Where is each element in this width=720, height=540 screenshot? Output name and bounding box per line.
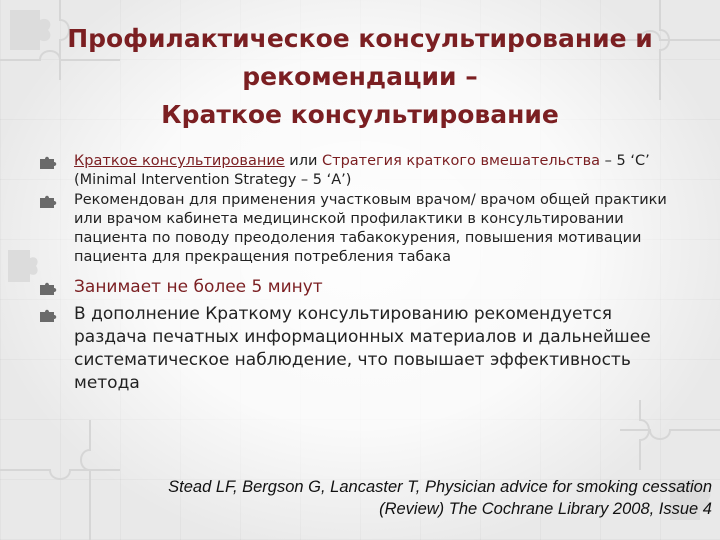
title-line-1: Профилактическое консультирование и [67, 24, 653, 53]
bullet-text: Занимает не более 5 минут [74, 277, 323, 297]
bullet-item [30, 276, 690, 299]
bullet-connector: или [284, 153, 323, 169]
bullet-highlight: Краткое консультирование [74, 153, 285, 169]
bullet-highlight-2: Стратегия краткого вмешательства [322, 153, 601, 169]
bullet-text-rest: – 5 ‘С’ (Minimal Intervention Strategy – 5 ‘A’) [74, 153, 650, 188]
title-line-2: рекомендации – [242, 62, 478, 91]
bullet-item [30, 152, 690, 190]
bullet-list [30, 152, 690, 395]
puzzle-piece-icon [38, 282, 58, 296]
bullet-item [30, 303, 690, 395]
puzzle-piece-icon [38, 309, 58, 323]
slide-title [40, 20, 680, 134]
bullet-text: В дополнение Краткому консультированию рекомендуется раздача печатных информационных материалов и дальнейшее систематическое наблюдение, что повышает эффективность метода [74, 304, 651, 393]
title-line-3: Краткое консультирование [161, 100, 559, 129]
puzzle-piece-icon [38, 156, 58, 170]
citation-line-2: (Review) The Cochrane Library 2008, Issue 4 [379, 500, 712, 518]
puzzle-piece-icon [38, 195, 58, 209]
citation-line-1: Stead LF, Bergson G, Lancaster T, Physician advice for smoking cessation [168, 478, 712, 496]
bullet-text: Рекомендован для применения участковым врачом/ врачом общей практики или врачом кабинета медицинской профилактики в консультировании пациента по поводу преодоления табакокурения, повышения мотивации пациента для прекращения потребления табака [74, 192, 667, 265]
bullet-item [30, 191, 690, 267]
citation [72, 476, 712, 520]
